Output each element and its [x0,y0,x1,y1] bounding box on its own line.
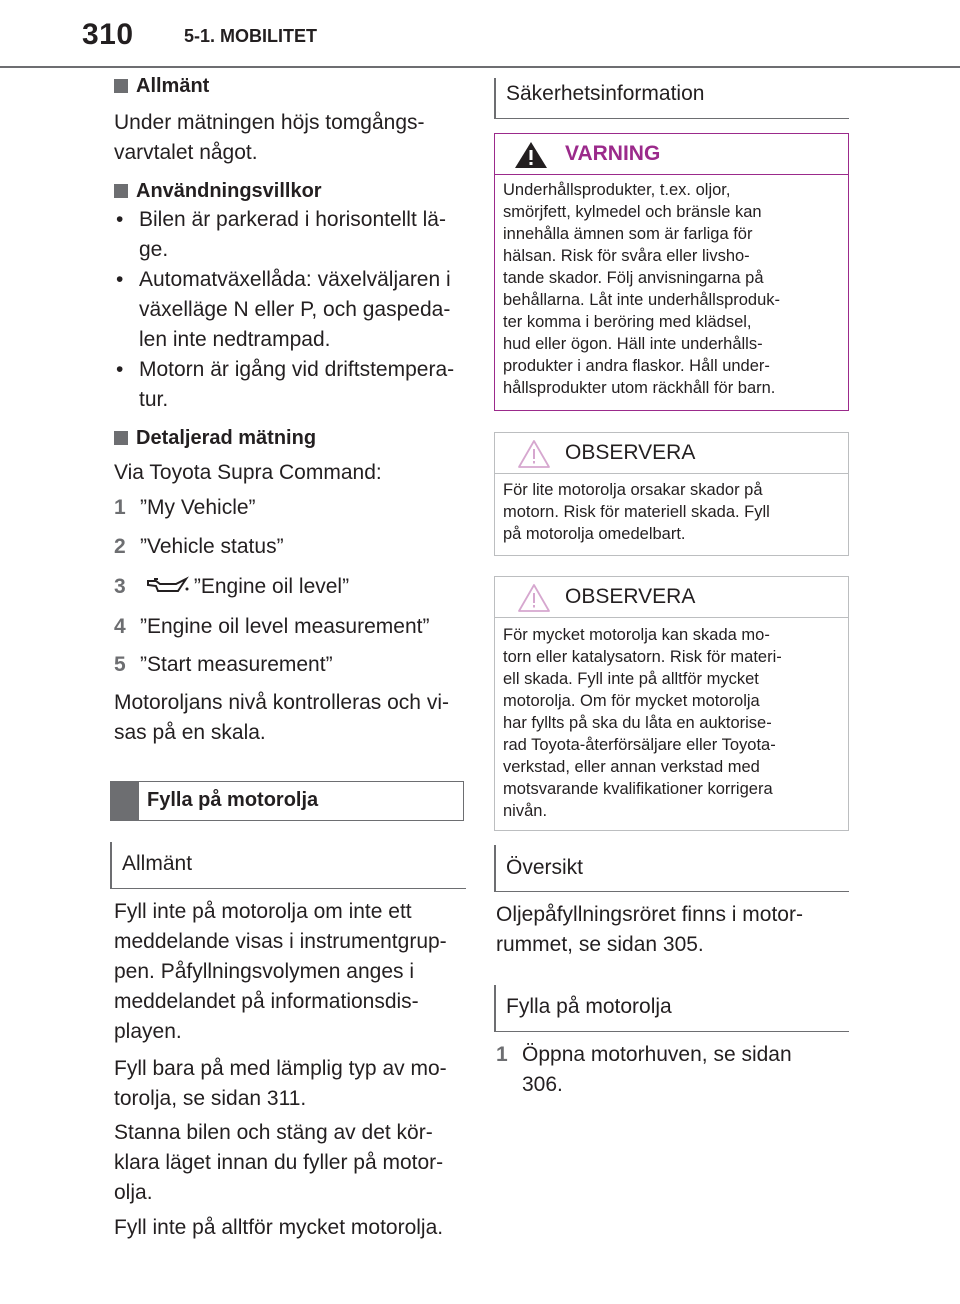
heading-anvandningsvillkor: Användningsvillkor [114,177,322,205]
oil-can-icon [146,575,190,595]
list-item: • Bilen är parkerad i horisontellt lä- ge. [114,205,474,265]
paragraph-fyll-3: Stanna bilen och stäng av det kör- klara läget innan du fyller på motor- olja. [114,1121,444,1204]
warning-label: VARNING [565,142,661,165]
caution-text-2: För mycket motorolja kan skada mo- torn eller katalysatorn. Risk för materi- ell skada. Fyll inte på alltför mycket motorolja. Om för mycket motorolja har fyllts på ska du låta en auktorise- rad Toyota-återförsäljare eller Toyota- verkstad, eller annan verkstad med motsvarande kvalifikationer korrigera nivån. [503,626,782,820]
section-title: 5-1. MOBILITET [184,26,318,46]
caution-box-1 [494,432,849,556]
conditions-list [114,205,474,415]
subheading-oversikt: Översikt [494,845,849,892]
step-2: 2 ”Vehicle status” [114,535,284,558]
square-bullet-icon [114,79,128,93]
step-4: 4 ”Engine oil level measurement” [114,615,430,638]
list-item: • Motorn är igång vid driftstempera- tur. [114,355,474,415]
subheading-sakerhetsinformation: Säkerhetsinformation [494,78,849,119]
step-open-hood: 1 Öppna motorhuven, se sidan 306. [496,1043,792,1096]
paragraph-fyll-4: Fyll inte på alltför mycket motorolja. [114,1216,444,1239]
paragraph-allmant: Under mätningen höjs tomgångs- varvtalet något. [114,111,425,164]
list-item: • Automatväxellåda: växelväljaren i växelläge N eller P, och gaspeda- len inte nedtrampad. [114,265,474,355]
subheading-allmant: Allmänt [110,842,466,889]
step-3: 3 ”Engine oil level” [114,575,350,598]
paragraph-result: Motoroljans nivå kontrolleras och vi- sas på en skala. [114,691,449,744]
step-1: 1 ”My Vehicle” [114,496,256,519]
paragraph-fyll-2: Fyll bara på med lämplig typ av mo- torolja, se sidan 311. [114,1057,447,1110]
caution-label: OBSERVERA [565,585,696,608]
square-bullet-icon [114,431,128,445]
warning-triangle-icon [513,140,549,170]
caution-label: OBSERVERA [565,441,696,464]
warning-text: Underhållsprodukter, t.ex. oljor, smörjfett, kylmedel och bränsle kan innehålla ämnen som är farliga för hälsan. Risk för svåra eller livsho- tande skador. Följ anvisningarna på behållarna. Låt inte underhållsproduk- ter komma i beröring med klädsel, hud eller ögon. Häll inte underhålls- produkter i andra flaskor. Håll under- hållsprodukter utom räckhåll för barn. [503,181,781,397]
caution-triangle-icon [517,439,551,469]
subheading-fylla: Fylla på motorolja [494,985,849,1032]
heading-detaljerad: Detaljerad mätning [114,424,316,452]
caution-triangle-icon [517,583,551,613]
via-text: Via Toyota Supra Command: [114,461,382,484]
step-5: 5 ”Start measurement” [114,653,333,676]
heading-allmant: Allmänt [114,72,209,100]
section-bar-fylla: Fylla på motorolja [110,781,464,821]
paragraph-oversikt: Oljepåfyllningsröret finns i motor- rummet, se sidan 305. [496,903,803,956]
square-bullet-icon [114,184,128,198]
page-number: 310 [82,18,134,51]
paragraph-fyll-1: Fyll inte på motorolja om inte ett meddelande visas i instrumentgrup- pen. Påfyllningsvolymen anges i meddelandet på informationsdis- playen. [114,900,447,1043]
caution-text-1: För lite motorolja orsakar skador på motorn. Risk för materiell skada. Fyll på motorolja omedelbart. [503,481,770,543]
header-rule [0,66,960,68]
warning-box [494,133,849,411]
caution-box-2 [494,576,849,831]
